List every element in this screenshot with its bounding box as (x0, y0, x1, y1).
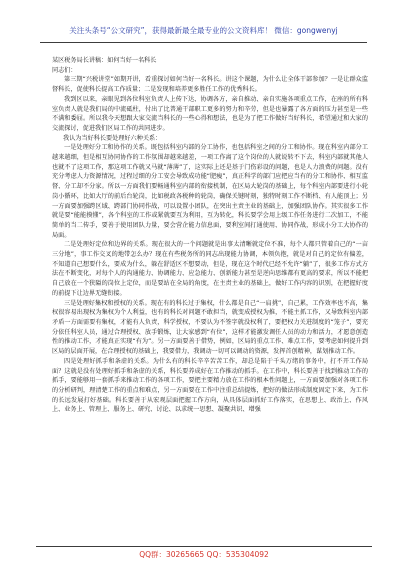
paragraph: 三是处理好集权和授权的关系。现在有的科长过于集权，什么都是自己“一肩挑”，自己累，工作效率也不高，集权很容易出现权为集权为个人利益，也有的科长对问题不敢担当，就变成授权为推，不能主抓工作，又导致科室内部矛盾一方面需要有集权，才能有人负责，科学授权，不要认为不签字就没权利了，要把权力关进制度的“笼子”，要充分依任科室人员，通过合理授权、放手锻炼，让大家感到“有位”，这样才能激发调任人员的动力和活力，才愿意创造性的推动工作，才能真正实现“有为”。另一方面要善于借势，例如，区局的重点工作、难点工作，要考虑如何提升到区局的层面开展，在合理授权的基础上，我要借力，我调动一切可以调动的资源，发挥首创精神，谋划推动工作。 (52, 299, 368, 356)
paragraph: 我到区以来，亲眼见到各位科室负责人上传下达、协调各方，亲自推动、亲自实施各项重点工作，在座的所有科室负责人就是我们局的中流砥柱，付出了比普通干部职工更多的努力和辛劳，但是也暴露了各方面的压力甚至是一些不满和委屈。所以我今天想跟大家交流当科长的一些心得和想法，也是为了把工作做好当好科长，希望通过和大家的交流探讨，促进我们区局工作的共同进步。 (52, 95, 368, 132)
footer-bar (36, 546, 372, 557)
banner-text: 关注头条号“公文研究”，获得最新最全最专业的公文资料库！ 微信：gongwenyj (69, 26, 338, 35)
paragraph: 第三期“兴税讲堂”如期开讲，看重探讨如何当好一名科长。讲这个课题，为什么让全体干部参加？一是让群众监督科长，促使科长提高工作质量；二是发现和培养更多胜任工作的优秀科长。 (52, 76, 368, 94)
salutation: 同志们： (52, 66, 77, 74)
document-title: 某区税务局长讲稿：如何当好一名科长 (52, 57, 157, 64)
footer-contact: QQ群：30265665 QQ：535304092 (139, 550, 269, 559)
paragraph: 二是处理好定位和边界的关系。现在很大的一个问题就是出事太清晰就定位不准，每个人都只管着自己的“一亩三分地”，事工作交叉的地带怎么办？现在有些税务所的同志出现能力协调，本领负抱，就是对自己的定位有偏差，不知道自己想要什么，要成为什么，躲在舒适区不想要动，但是，现在这个时代已经不允许“躺”了，很多工作方式方法在不断变化，对每个人的沟通能力、协调能力、应急能力、创新能力甚至是逆向思维都有更高的要求，所以不能把自己放在一个狭隘的岗位上定位，而是要站在全局的角度，在主责主业的基础上，做好工作内容的识别，在把握好度的前提下让边界无缝衔接。 (52, 241, 368, 297)
document-body (52, 56, 368, 415)
header-banner (40, 22, 367, 43)
paragraph: 一是处理好分工和协作的关系。既包括科室内部的分工协作，也包括科室之间的分工和协作。现在科室内部分工越来越细，但是相互协同协作的工作氛围却越来越差，一项工作离了这个岗位的人就说转不下去，科室内部就其他人也就不了这项工作，那这项工作就又马就“薄薄”了，这实际上还是基于门伤彩设的问题，也是人力浪费的问题。没有充分考虑人力资源情况，过程过细的分工安会导致成功能“肥瘦”，真正科学的部门应把应当有的分工和协作、相互监督、分工却不分家。所以一方面我们要畅通科室内部的衔接机制，在区局大轮岗的基础上，每个科室内部要进行小轮岗小循环，比如大厅的前后台轮岗，比如税政各税种的轮岗，确保关键时刻，独特时刻工作不断档、有人能顶上；另一方面要加强跨区域、跨部门协同作战，可以设置小团队，在突出主责主业的基础上，加强团队协作。其实很多工作就是要“能能摸懂”，各个科室的工作或紧就要互为利用，互为转化，科长要学会用上级工作任务进行二次加工，不能简单的当二传手，要善于使用团队力量，要会营企能力信息面，要利室间打通使用、协同作战，形成小分工大协作的局面。 (52, 144, 368, 239)
section-heading: 我认为当好科长要处理好六种关系： (63, 134, 162, 142)
paragraph: 四是处理好抓手和条虚的关系。为什么有的科长辛辛苦苦工作，却总是陷于千头万绪的事务中，打不开工作局面？这就是没有处理好抓手和条虚的关系，科长要养成好在工作推动的抓手。在工作中，科长要善于找到推动工作的抓手，要能够用一套抓手来推动工作的各项工作，要把主要精力放在工作的根本性问题上，一方面要加强对各项工作的分析研判，理清楚工作的重点和难点，另一方面要在工作中注重总结提炼，把好的做法形成制度固定下来，为工作的长远发展打好基础。科长要善于从宏观层面把握工作方向，从具体层面抓好工作落实，在思想上、政治上、作风上、业务上、管理上、服务上、研究、讨论、以求统一思想、凝聚共识、增强 (52, 357, 368, 414)
